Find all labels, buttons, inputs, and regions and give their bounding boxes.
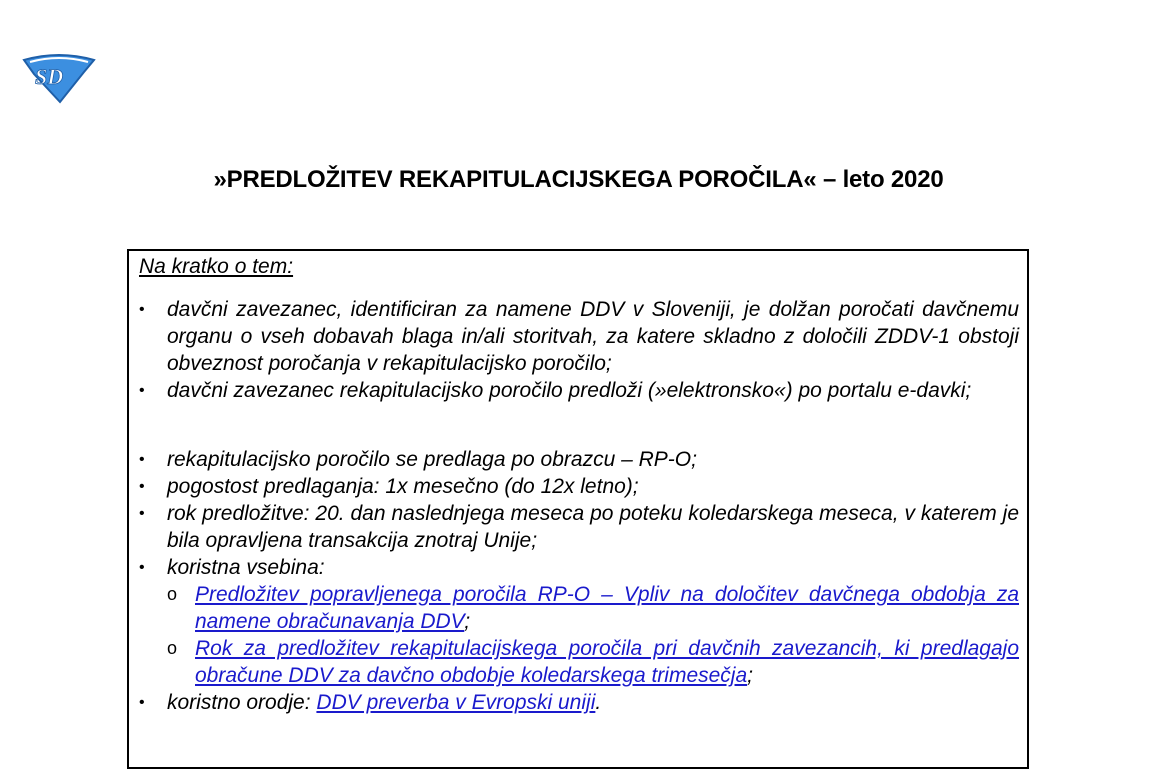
useful-links-list — [167, 581, 1019, 689]
bullet-icon: • — [139, 478, 145, 495]
bullet-icon: • — [139, 451, 145, 468]
sub-bullet-icon: o — [167, 584, 178, 604]
bullet-icon: • — [139, 301, 145, 318]
link-suffix: ; — [747, 664, 753, 687]
sd-shield-logo-icon — [22, 50, 96, 104]
sub-bullet-icon: o — [167, 638, 178, 658]
link-deadline-report[interactable]: Rok za predložitev rekapitulacijskega poročila pri davčnih zavezancih, ki predlagajo obračune DDV za davčno obdobje koledarskega trimesečja — [195, 637, 1019, 687]
list-item — [139, 296, 1019, 377]
summary-content — [139, 253, 1019, 716]
list-item — [139, 446, 1019, 473]
link-vat-check[interactable]: DDV preverba v Evropski uniji — [316, 691, 596, 714]
list-item-text: rekapitulacijsko poročilo se predlaga po obrazcu – RP-O; — [167, 448, 697, 471]
list-item-text: rok predložitve: 20. dan naslednjega meseca po poteku koledarskega meseca, v katerem je bila opravljena transakcija znotraj Unije; — [167, 502, 1019, 552]
list-item-text: pogostost predlaganja: 1x mesečno (do 12x letno); — [167, 475, 639, 498]
link-suffix: ; — [464, 610, 471, 633]
list-item — [139, 377, 1019, 404]
list-item-useful-tool — [139, 689, 1019, 716]
box-heading: Na kratko o tem: — [139, 255, 294, 278]
useful-tool-label: koristno orodje: — [167, 691, 317, 714]
bullet-icon: • — [139, 382, 145, 399]
sub-list-item — [167, 581, 1019, 635]
document-title: »PREDLOŽITEV REKAPITULACIJSKEGA POROČILA« – leto 2020 — [213, 166, 944, 193]
bullet-icon: • — [139, 694, 145, 711]
sub-list-item — [167, 635, 1019, 689]
useful-tool-suffix: . — [595, 691, 602, 714]
list-item — [139, 500, 1019, 554]
useful-content-label: koristna vsebina: — [167, 556, 325, 579]
bullet-icon: • — [139, 559, 145, 576]
spacer — [139, 404, 1019, 446]
list-item-text: davčni zavezanec rekapitulacijsko poročilo predloži (»elektronsko«) po portalu e-davki; — [167, 379, 972, 402]
bullet-list-b — [139, 446, 1019, 716]
svg-text:SD: SD — [35, 64, 64, 89]
bullet-icon: • — [139, 505, 145, 522]
bullet-list-a — [139, 296, 1019, 404]
list-item — [139, 473, 1019, 500]
summary-box — [127, 249, 1029, 769]
list-item-text: davčni zavezanec, identificiran za namene DDV v Sloveniji, je dolžan poročati davčnemu organu o vseh dobavah blaga in/ali storitvah, za katere skladno z določili ZDDV-1 obstoji obveznost poročanja v rekapitulacijsko poročilo; — [167, 298, 1019, 375]
list-item-useful-content — [139, 554, 1019, 689]
link-corrected-report[interactable]: Predložitev popravljenega poročila RP-O – Vpliv na določitev davčnega obdobja za namene obračunavanja DDV — [195, 583, 1019, 633]
